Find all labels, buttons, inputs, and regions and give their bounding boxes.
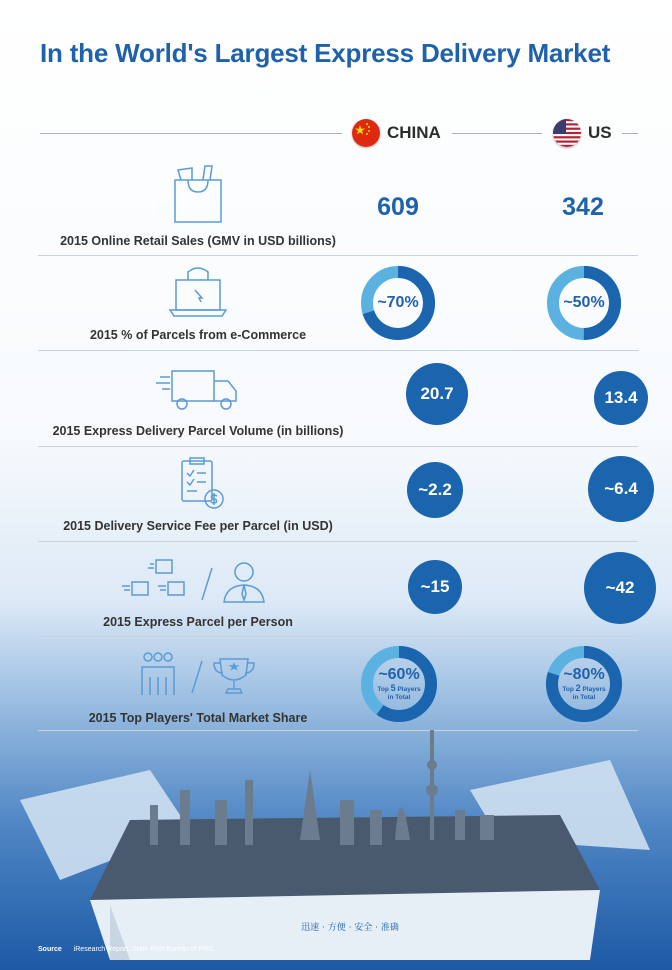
source-label: Source (38, 946, 62, 953)
parcels-person-icon (118, 556, 278, 606)
china-value-circle: ~15 (408, 560, 462, 614)
us-donut-value: ~80% (563, 666, 605, 683)
us-label: US (588, 123, 612, 142)
china-value: 609 (377, 193, 419, 221)
china-flag-icon (352, 119, 380, 147)
us-donut-caption: Top 2 Players in Total (562, 683, 606, 701)
us-value-circle: ~6.4 (588, 456, 654, 522)
china-donut (360, 265, 436, 341)
team-trophy-icon (128, 649, 278, 701)
source-text: iResearch Report, State Post Bureau of PRC (73, 946, 214, 953)
header-divider-middle (452, 133, 542, 134)
china-donut-caption: Top 5 Players in Total (377, 683, 421, 701)
china-donut-value: ~70% (377, 294, 419, 311)
us-header (553, 119, 612, 147)
row-service-fee (38, 447, 638, 542)
us-donut-value: ~50% (563, 294, 605, 311)
china-value-circle: ~2.2 (407, 462, 463, 518)
row-label: 2015 Delivery Service Fee per Parcel (in USD) (63, 519, 333, 533)
china-header (352, 119, 441, 147)
china-donut (360, 645, 438, 723)
laptop-shopping-icon (148, 264, 248, 320)
clipboard-dollar-icon (148, 455, 248, 511)
row-online-retail-sales (38, 160, 638, 256)
china-donut-value: ~60% (378, 666, 420, 683)
row-parcel-volume (38, 351, 638, 447)
shopping-bag-icon (148, 162, 248, 224)
china-value-circle: 20.7 (406, 363, 468, 425)
row-label: 2015 Online Retail Sales (GMV in USD billions) (60, 234, 336, 248)
us-donut (546, 265, 622, 341)
city-box-illustration (0, 730, 672, 960)
row-label: 2015 Express Delivery Parcel Volume (in billions) (52, 424, 344, 438)
row-label: 2015 Express Parcel per Person (103, 615, 293, 629)
source-note (38, 946, 213, 953)
china-label: CHINA (387, 123, 441, 142)
row-parcels-from-ecommerce (38, 256, 638, 351)
us-flag-icon (553, 119, 581, 147)
row-label: 2015 Top Players' Total Market Share (88, 711, 308, 725)
page-title: In the World's Largest Express Delivery Market (40, 38, 611, 68)
us-value: 342 (562, 193, 604, 221)
us-value-circle: 13.4 (594, 371, 648, 425)
row-market-share (38, 637, 638, 731)
row-parcel-per-person (38, 542, 638, 637)
header-divider-right (622, 133, 638, 134)
header-divider-left (40, 133, 342, 134)
us-value-circle: ~42 (584, 552, 656, 624)
box-slogan: 迅速 · 方便 · 安全 · 准确 (301, 923, 399, 933)
us-donut (545, 645, 623, 723)
row-label: 2015 % of Parcels from e-Commerce (89, 328, 307, 342)
delivery-truck-icon (148, 363, 248, 413)
